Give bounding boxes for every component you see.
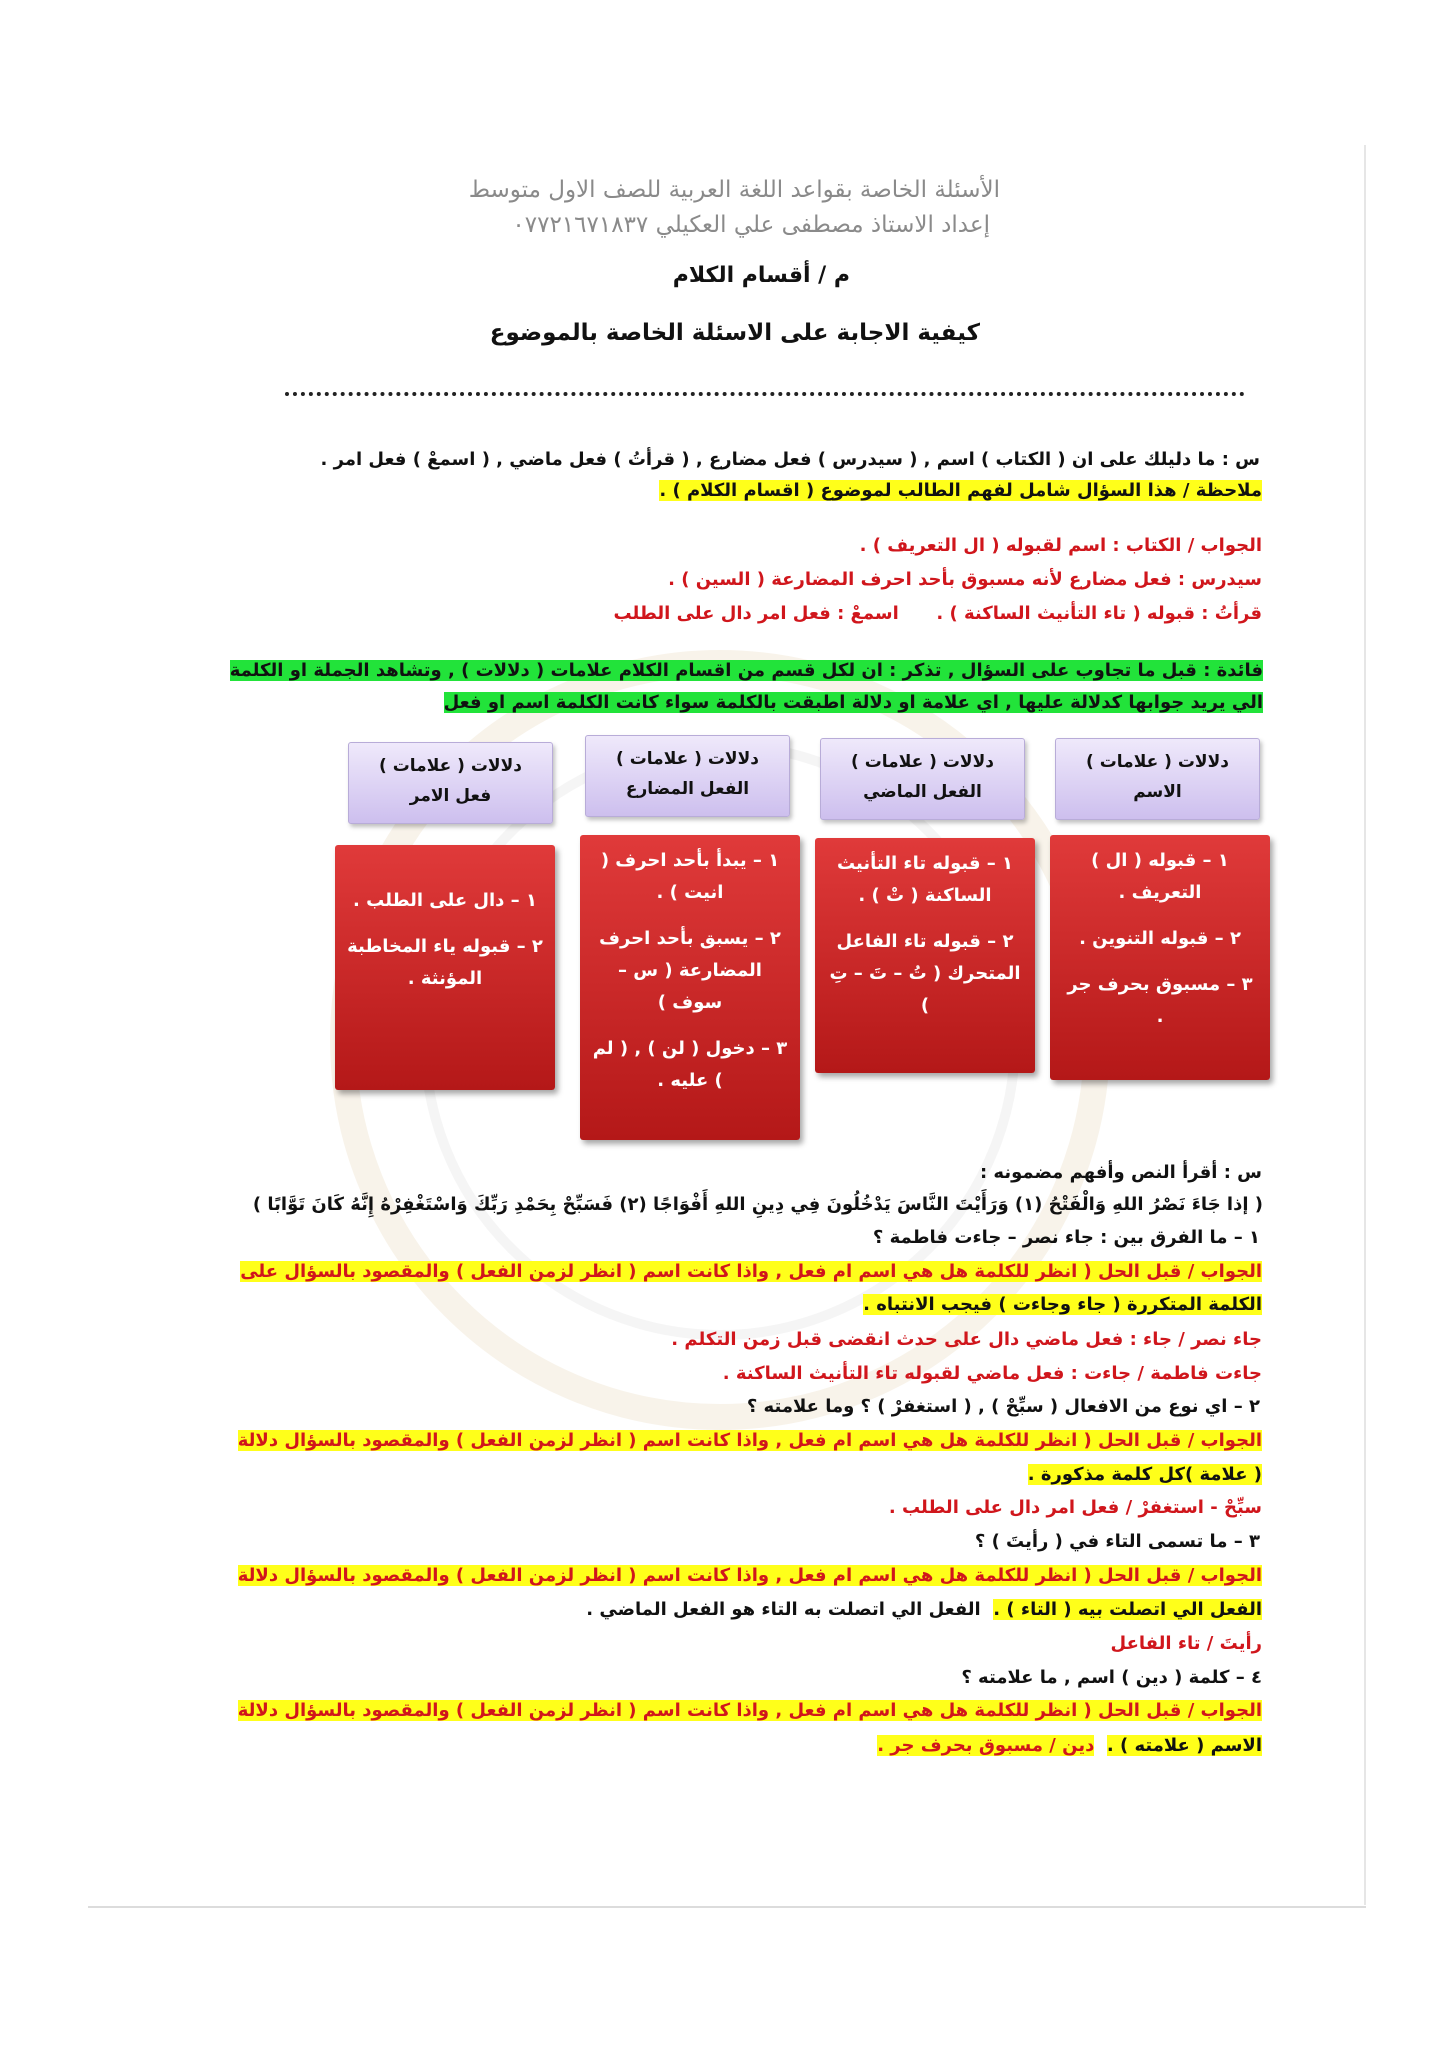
page-title: الأسئلة الخاصة بقواعد اللغة العربية للصف الاول متوسط — [468, 177, 1000, 203]
past-sign-1: ١ – قبوله تاء التأنيث الساكنة ( تْ ) . — [836, 853, 1014, 906]
question-2-3: ٣ – ما تسمى التاء في ( رأيتَ ) ؟ — [974, 1531, 1260, 1552]
head-label: دلالات ( علامات ) — [616, 749, 759, 769]
quran-verse: ( إذا جَاءَ نَصْرُ اللهِ وَالْفَتْحُ (١) وَرَأَيْتَ النَّاسَ يَدْخُلُونَ فِي دِينِ اللهِ أَفْوَاجًا (٢) فَسَبِّحْ بِحَمْدِ رَبِّكَ وَاسْتَغْفِرْهُ إِنَّهُ كَانَ تَوَّابًا ) — [252, 1194, 1263, 1215]
q3-answer-text-2a: الفعل الي اتصلت بيه ( التاء ) . — [993, 1599, 1262, 1620]
q1-answer-line-2 — [640, 1294, 1262, 1315]
q4-answer-text-2a: الاسم ( علامته ) . — [1106, 1735, 1262, 1756]
note-text: ملاحظة / هذا السؤال شامل لفهم الطالب لموضوع ( اقسام الكلام ) . — [659, 480, 1262, 501]
diagram-body-past-verb — [815, 838, 1035, 1073]
answer-3a: قرأتُ : قبوله ( تاء التأنيث الساكنة ) . — [936, 603, 1262, 624]
q3-answer-text-1: الجواب / قبل الحل ( انظر للكلمة هل هي اسم ام فعل , واذا كانت اسم ( انظر لزمن الفعل ) والمقصود بالسؤال دلالة — [237, 1565, 1262, 1586]
diagram-body-imperative — [335, 845, 555, 1090]
head-category: الفعل المضارع — [625, 779, 750, 799]
q2-answer-text-1: الجواب / قبل الحل ( انظر للكلمة هل هي اسم ام فعل , واذا كانت اسم ( انظر لزمن الفعل ) والمقصود بالسؤال دلالة — [237, 1430, 1262, 1451]
diagram-head-present-verb — [585, 735, 790, 817]
q3-answer-line-2 — [586, 1599, 1262, 1620]
present-sign-1: ١ – يبدأ بأحد احرف ( انيت ) . — [600, 850, 780, 903]
imperative-sign-2: ٢ – قبوله ياء المخاطبة المؤنثة . — [347, 936, 543, 989]
topic-heading: م / أقسام الكلام — [672, 263, 850, 288]
present-sign-3: ٣ – دخول ( لن ) , ( لم ) عليه . — [592, 1038, 788, 1091]
tip-text-1: فائدة : قبل ما تجاوب على السؤال , تذكر : ان لكل قسم من اقسام الكلام علامات ( دلالات ) , وتشاهد الجملة او الكلمة — [229, 660, 1263, 681]
noun-sign-2: ٢ – قبوله التنوين . — [1079, 928, 1241, 949]
answer-line-2: سيدرس : فعل مضارع لأنه مسبوق بأحد احرف المضارعة ( السين ) . — [668, 569, 1262, 590]
answer-line-1: الجواب / الكتاب : اسم لقبوله ( ال التعريف ) . — [859, 535, 1262, 556]
head-category: فعل الامر — [409, 786, 492, 806]
diagram-head-past-verb — [820, 738, 1025, 820]
diagram-head-imperative — [348, 742, 553, 824]
diagram-body-present-verb — [580, 835, 800, 1140]
q2-answer-line-1 — [237, 1430, 1262, 1451]
question-2-1: ١ – ما الفرق بين : جاء نصر – جاءت فاطمة ؟ — [872, 1227, 1260, 1248]
question-1: س : ما دليلك على ان ( الكتاب ) اسم , ( سيدرس ) فعل مضارع , ( قرأتُ ) فعل ماضي , ( اسمعْ ) فعل امر . — [320, 449, 1260, 470]
q2-result-1: سبِّحْ - استغفرْ / فعل امر دال على الطلب . — [888, 1497, 1262, 1518]
q1-answer-text-1: الجواب / قبل الحل ( انظر للكلمة هل هي اسم ام فعل , واذا كانت اسم ( انظر لزمن الفعل ) والمقصود بالسؤال على — [240, 1261, 1262, 1282]
diagram-body-noun — [1050, 835, 1270, 1080]
q1-result-1: جاء نصر / جاء : فعل ماضي دال على حدث انقضى قبل زمن التكلم . — [671, 1329, 1262, 1350]
head-label: دلالات ( علامات ) — [379, 756, 522, 776]
q4-answer-line-1 — [237, 1700, 1262, 1721]
q1-answer-text-2: الكلمة المتكررة ( جاء وجاءت ) فيجب الانتباه . — [863, 1294, 1262, 1315]
noun-sign-3: ٣ – مسبوق بحرف جر . — [1067, 974, 1253, 1027]
author-line: إعداد الاستاذ مصطفى علي العكيلي ٠٧٧٢١٦٧١٨٣٧ — [512, 212, 990, 238]
q2-answer-text-2: ( علامة )كل كلمة مذكورة . — [1027, 1464, 1262, 1485]
noun-sign-1: ١ – قبوله ( ال ) التعريف . — [1091, 850, 1229, 903]
present-sign-2: ٢ – يسبق بأحد احرف المضارعة ( س – سوف ) — [599, 928, 781, 1013]
page-edge-right — [1364, 145, 1366, 1905]
answer-line-3 — [550, 603, 1262, 624]
q4-answer-text-1: الجواب / قبل الحل ( انظر للكلمة هل هي اسم ام فعل , واذا كانت اسم ( انظر لزمن الفعل ) والمقصود بالسؤال دلالة — [237, 1700, 1262, 1721]
tip-text-2: الي يريد جوابها كدلالة عليها , اي علامة او دلالة اطبقت بالكلمة سواء كانت الكلمة اسم او فعل — [443, 692, 1263, 713]
q3-result-1: رأيتَ / تاء الفاعل — [1110, 1633, 1262, 1654]
q2-answer-line-2 — [960, 1464, 1262, 1485]
q4-answer-line-2 — [840, 1735, 1262, 1756]
note-line — [650, 480, 1262, 501]
subtitle: كيفية الاجابة على الاسئلة الخاصة بالموضوع — [489, 320, 980, 346]
answer-3b: اسمعْ : فعل امر دال على الطلب — [613, 603, 899, 624]
page-edge-bottom — [88, 1906, 1366, 1908]
q3-answer-line-1 — [237, 1565, 1262, 1586]
past-sign-2: ٢ – قبوله تاء الفاعل المتحرك ( تُ – تَ – تِ ) — [829, 931, 1021, 1016]
dotted-divider — [285, 392, 1245, 396]
head-label: دلالات ( علامات ) — [851, 752, 994, 772]
question-2-4: ٤ – كلمة ( دين ) اسم , ما علامته ؟ — [961, 1667, 1262, 1688]
passage-intro: س : أقرأ النص وأفهم مضمونه : — [979, 1162, 1262, 1183]
diagram-head-noun — [1055, 738, 1260, 820]
q1-answer-line-1 — [240, 1261, 1262, 1282]
q3-answer-text-2b: الفعل الي اتصلت به التاء هو الفعل الماضي . — [586, 1599, 981, 1620]
head-label: دلالات ( علامات ) — [1086, 752, 1229, 772]
imperative-sign-1: ١ – دال على الطلب . — [353, 890, 537, 911]
head-category: الفعل الماضي — [863, 782, 982, 802]
q4-answer-text-2b: دين / مسبوق بحرف جر . — [877, 1735, 1095, 1756]
tip-line-1 — [229, 660, 1263, 681]
question-2-2: ٢ – اي نوع من الافعال ( سبِّحْ ) , ( استغفرْ ) ؟ وما علامته ؟ — [746, 1396, 1260, 1417]
tip-line-2 — [443, 692, 1263, 713]
q1-result-2: جاءت فاطمة / جاءت : فعل ماضي لقبوله تاء التأنيث الساكنة . — [722, 1363, 1262, 1384]
head-category: الاسم — [1133, 782, 1182, 802]
